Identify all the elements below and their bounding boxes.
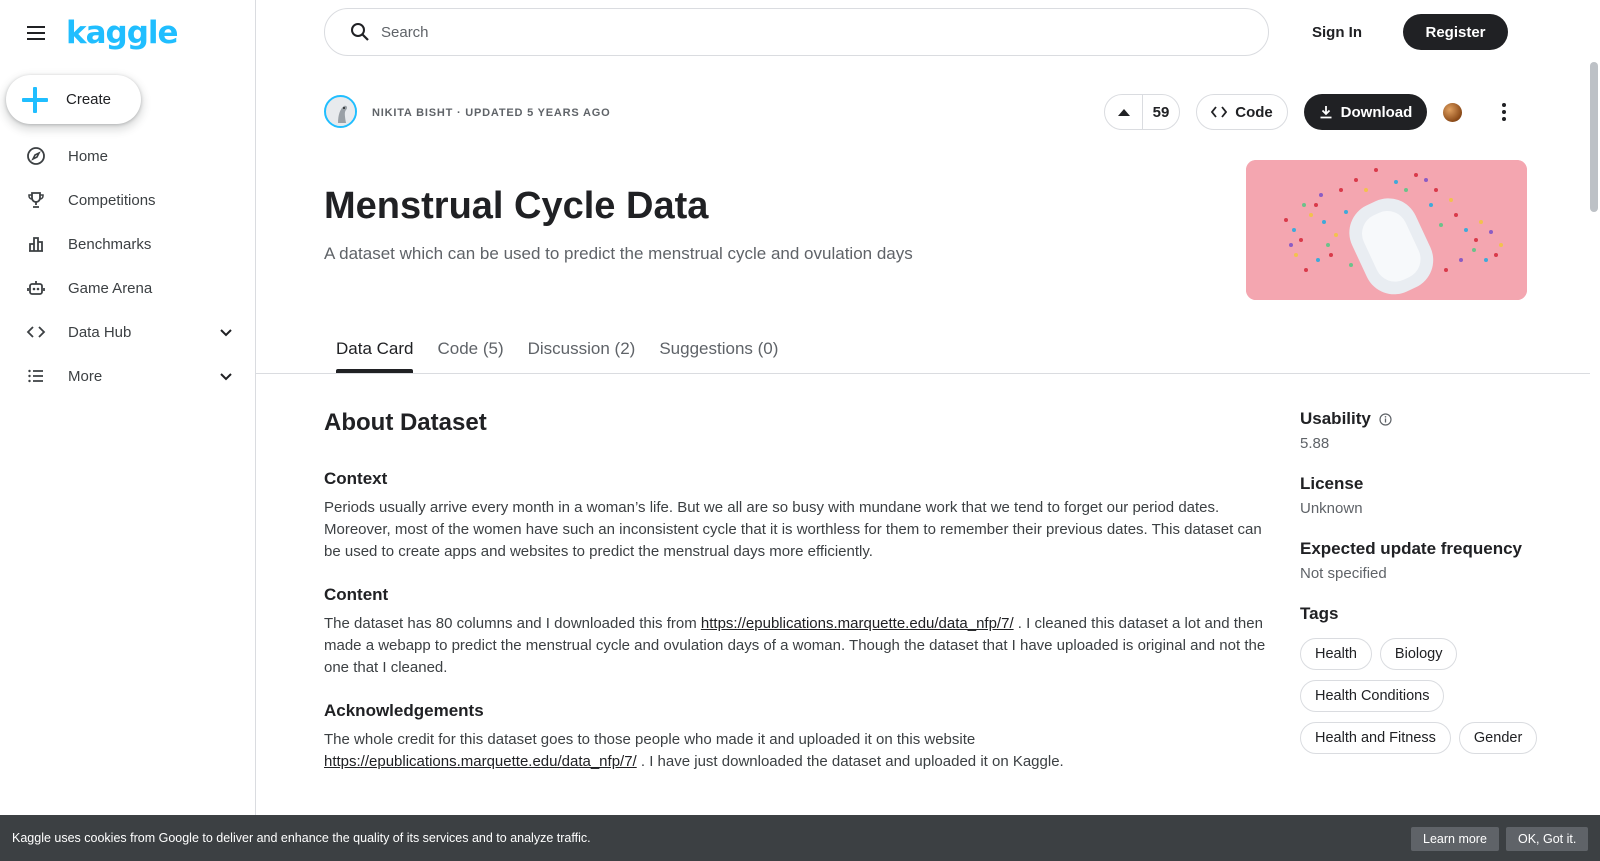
download-icon xyxy=(1319,105,1333,119)
tab-divider xyxy=(256,373,1590,374)
cookie-text: Kaggle uses cookies from Google to deliver and enhance the quality of its services and to analyze traffic. xyxy=(12,831,591,845)
compass-icon xyxy=(26,146,46,166)
content-text-after: . I cleaned this dataset a lot and then made a webapp to predict the menstrual cycle and ovulation days of a woman. Though the dataset that I have uploaded is original and not the one that I cleaned. xyxy=(324,615,1266,676)
tags-label: Tags xyxy=(1300,604,1339,623)
menu-icon[interactable] xyxy=(24,21,48,45)
tag-chip[interactable]: Health and Fitness xyxy=(1300,722,1451,754)
list-icon xyxy=(26,366,46,386)
scrollbar[interactable] xyxy=(1590,62,1598,212)
accept-cookies-button[interactable]: OK, Got it. xyxy=(1506,827,1588,851)
code-button[interactable] xyxy=(1196,94,1288,130)
author-meta: NIKITA BISHT · UPDATED 5 YEARS AGO xyxy=(372,107,611,119)
usability-label: Usability xyxy=(1300,409,1371,428)
robot-icon xyxy=(26,278,46,298)
tab-discussion[interactable]: Discussion (2) xyxy=(527,339,636,358)
sidebar-item-benchmarks[interactable] xyxy=(0,222,256,266)
ack-text-after: . I have just downloaded the dataset and uploaded it on Kaggle. xyxy=(636,753,1064,770)
chevron-down-icon[interactable] xyxy=(218,368,234,384)
search-bar[interactable] xyxy=(324,8,1269,56)
content-text xyxy=(324,613,1268,679)
sidebar-item-more[interactable] xyxy=(0,354,256,398)
sidebar-item-label: More xyxy=(68,367,103,385)
sidebar-item-home[interactable] xyxy=(0,134,256,178)
tag-chip[interactable]: Health xyxy=(1300,638,1372,670)
content-text-before: The dataset has 80 columns and I downloaded this from xyxy=(324,615,701,632)
trophy-icon xyxy=(26,190,46,210)
create-button[interactable] xyxy=(6,75,141,124)
tag-list xyxy=(1300,638,1540,754)
download-button[interactable] xyxy=(1304,94,1427,130)
tag-chip[interactable]: Biology xyxy=(1380,638,1458,670)
content-heading: Content xyxy=(324,585,389,604)
download-label: Download xyxy=(1340,103,1413,121)
tab-bar xyxy=(324,329,790,373)
bar-chart-icon xyxy=(26,234,46,254)
sidebar-item-game-arena[interactable] xyxy=(0,266,256,310)
upvote-group xyxy=(1104,94,1180,130)
code-brackets-icon xyxy=(26,322,46,342)
frequency-value: Not specified xyxy=(1300,565,1387,582)
frequency-label: Expected update frequency xyxy=(1300,539,1523,558)
avatar[interactable] xyxy=(324,95,357,128)
acknowledgements-heading: Acknowledgements xyxy=(324,701,484,720)
dataset-description xyxy=(324,409,1268,795)
license-value: Unknown xyxy=(1300,500,1363,517)
chevron-down-icon[interactable] xyxy=(218,324,234,340)
page-subtitle: A dataset which can be used to predict the menstrual cycle and ovulation days xyxy=(324,244,913,263)
sidebar-item-label: Game Arena xyxy=(68,279,153,297)
bronze-medal-icon[interactable] xyxy=(1443,103,1462,122)
upvote-button[interactable] xyxy=(1105,95,1143,129)
content-source-link[interactable]: https://epublications.marquette.edu/data_nfp/7/ xyxy=(700,615,1014,632)
sidebar-item-label: Home xyxy=(68,147,109,165)
usability-heading xyxy=(1300,409,1560,429)
tab-suggestions[interactable]: Suggestions (0) xyxy=(659,339,779,358)
sidebar-item-data-hub[interactable] xyxy=(0,310,256,354)
tag-chip[interactable]: Gender xyxy=(1459,722,1537,754)
tag-chip[interactable]: Health Conditions xyxy=(1300,680,1444,712)
about-heading: About Dataset xyxy=(324,409,487,436)
dataset-cover-image xyxy=(1246,160,1527,300)
search-input[interactable] xyxy=(381,24,1231,41)
code-icon xyxy=(1211,105,1227,119)
dataset-metadata xyxy=(1300,409,1560,754)
vote-count: 59 xyxy=(1152,103,1170,121)
sidebar-item-label: Competitions xyxy=(68,191,156,209)
ack-source-link[interactable]: https://epublications.marquette.edu/data_nfp/7/ xyxy=(324,753,637,770)
acknowledgements-text xyxy=(324,729,1268,773)
ack-text-before: The whole credit for this dataset goes to those people who made it and uploaded it on this website xyxy=(324,731,976,748)
sidebar-nav xyxy=(0,134,256,398)
tab-code[interactable]: Code (5) xyxy=(437,339,504,358)
sidebar-item-label: Benchmarks xyxy=(68,235,152,253)
context-heading: Context xyxy=(324,469,388,488)
context-text: Periods usually arrive every month in a woman’s life. But we all are so busy with mundane work that we tend to forget our period dates. Moreover, most of the women have such an inconsistent cycle that it is worthless for them to remember their previous dates. This dataset can be used to create apps and websites to predict the menstrual days more efficiently. xyxy=(324,499,1262,560)
sidebar-item-label: Data Hub xyxy=(68,323,132,341)
learn-more-button[interactable]: Learn more xyxy=(1411,827,1499,851)
usability-value: 5.88 xyxy=(1300,435,1330,452)
page-title: Menstrual Cycle Data xyxy=(324,185,709,227)
sidebar-header xyxy=(0,0,255,66)
sidebar xyxy=(0,0,256,861)
code-label: Code xyxy=(1235,103,1273,121)
tab-data-card[interactable]: Data Card xyxy=(324,329,425,373)
search-icon xyxy=(349,21,371,43)
create-label: Create xyxy=(66,91,112,108)
caret-up-icon xyxy=(1118,108,1130,116)
info-icon[interactable] xyxy=(1379,413,1392,426)
license-label: License xyxy=(1300,474,1364,493)
register-button[interactable]: Register xyxy=(1403,14,1508,50)
sign-in-button[interactable]: Sign In xyxy=(1312,23,1362,41)
plus-icon xyxy=(22,87,48,113)
cookie-banner xyxy=(0,815,1600,861)
kaggle-logo[interactable]: kaggle xyxy=(66,15,178,51)
more-options-icon[interactable] xyxy=(1492,100,1516,124)
sidebar-item-competitions[interactable] xyxy=(0,178,256,222)
